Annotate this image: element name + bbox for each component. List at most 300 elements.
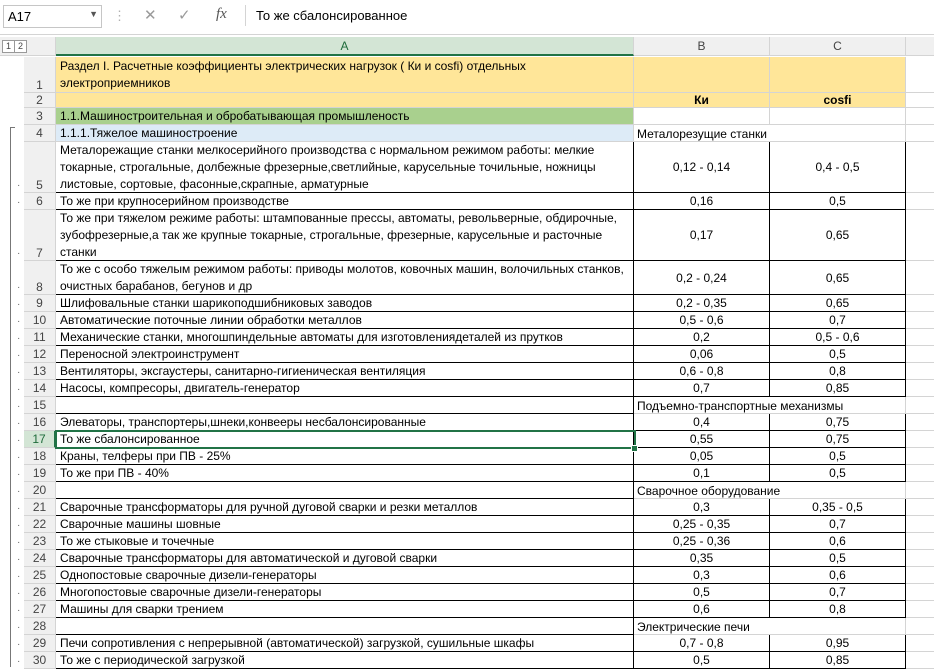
table-row <box>0 57 934 93</box>
cell-c-10[interactable] <box>770 312 906 329</box>
cell-d-13[interactable] <box>906 363 934 380</box>
cell-d-15[interactable] <box>906 397 934 414</box>
row-header[interactable]: 30 <box>24 652 56 669</box>
cell-text: 0,5 <box>829 551 846 565</box>
row-header[interactable]: 18 <box>24 448 56 465</box>
cell-text: 0,06 <box>689 347 714 361</box>
table-row <box>0 635 934 652</box>
cell-text: То же стыковые и точечные <box>60 534 215 548</box>
row-header[interactable]: 23 <box>24 533 56 550</box>
outline-dot-icon: · <box>17 486 21 497</box>
cell-d-1[interactable] <box>906 57 934 93</box>
cell-a-13[interactable] <box>56 363 634 380</box>
cell-text: 0,6 <box>829 534 846 548</box>
cell-text: Сварочные машины шовные <box>60 517 221 531</box>
cell-text: 0,5 <box>829 449 846 463</box>
cell-d-7[interactable] <box>906 210 934 261</box>
cell-text: 0,65 <box>825 228 850 242</box>
cell-c-13[interactable] <box>770 363 906 380</box>
table-row <box>0 601 934 618</box>
table-row <box>0 380 934 397</box>
table-row <box>0 142 934 193</box>
row-header[interactable]: 4 <box>24 125 56 142</box>
cell-d-9[interactable] <box>906 295 934 312</box>
cell-c-4[interactable] <box>770 125 906 142</box>
cell-text: 0,4 - 0,5 <box>815 160 860 174</box>
table-row <box>0 567 934 584</box>
table-row <box>0 346 934 363</box>
chevron-down-icon[interactable]: ▼ <box>89 9 98 19</box>
outline-dot-icon: · <box>17 622 21 633</box>
cell-text: 0,3 <box>693 568 710 582</box>
cell-c-9[interactable] <box>770 295 906 312</box>
cell-text: Элеваторы, транспортеры,шнеки,конвееры несбалонсированные <box>60 415 426 429</box>
outline-dot-icon: · <box>17 316 21 327</box>
formula-input[interactable] <box>245 5 934 26</box>
cell-c-3[interactable] <box>770 108 906 125</box>
cell-d-27[interactable] <box>906 601 934 618</box>
cell-c-22[interactable] <box>770 516 906 533</box>
cell-c-5[interactable] <box>770 142 906 193</box>
cell-text: 0,85 <box>825 381 850 395</box>
table-row <box>0 652 934 669</box>
outline-dot-icon: · <box>17 248 21 259</box>
outline-level-2-button[interactable]: 2 <box>14 40 27 53</box>
cell-text: 0,5 - 0,6 <box>815 330 860 344</box>
cell-text: 0,65 <box>825 296 850 310</box>
cell-text: 0,2 - 0,24 <box>676 270 727 285</box>
table-row <box>0 584 934 601</box>
table-row <box>0 397 934 414</box>
cell-text: Машины для сварки трением <box>60 602 224 616</box>
cell-c-29[interactable] <box>770 635 906 652</box>
outline-dot-icon: · <box>17 656 21 667</box>
outline-dot-icon: · <box>17 520 21 531</box>
cell-text: 0,2 <box>693 330 710 344</box>
cell-a-10[interactable] <box>56 312 634 329</box>
cell-text: 0,75 <box>825 432 850 446</box>
row-header[interactable]: 24 <box>24 550 56 567</box>
row-header[interactable]: 10 <box>24 312 56 329</box>
cell-d-2[interactable] <box>906 93 934 108</box>
cell-a-26[interactable] <box>56 584 634 601</box>
cell-b-28[interactable] <box>634 618 770 635</box>
cell-text: 0,16 <box>689 194 714 208</box>
row-header[interactable]: 6 <box>24 193 56 210</box>
table-row <box>0 550 934 567</box>
cell-b-14[interactable] <box>634 380 770 397</box>
cell-a-15[interactable] <box>56 397 634 414</box>
cell-d-12[interactable] <box>906 346 934 363</box>
cell-d-11[interactable] <box>906 329 934 346</box>
outline-dot-icon: · <box>17 418 21 429</box>
outline-dot-icon: · <box>17 588 21 599</box>
cell-a-2[interactable] <box>56 93 634 108</box>
cell-b-23[interactable] <box>634 533 770 550</box>
cell-c-6[interactable] <box>770 193 906 210</box>
table-row <box>0 125 934 142</box>
table-row <box>0 193 934 210</box>
row-header[interactable]: 14 <box>24 380 56 397</box>
cell-b-11[interactable] <box>634 329 770 346</box>
cell-c-26[interactable] <box>770 584 906 601</box>
cell-text: Однопостовые сварочные дизели-генераторы <box>60 568 317 582</box>
cell-text: 0,35 - 0,5 <box>812 500 863 514</box>
row-header[interactable]: 27 <box>24 601 56 618</box>
cell-text: 0,3 <box>693 500 710 514</box>
cell-b-26[interactable] <box>634 584 770 601</box>
cell-text: Краны, телферы при ПВ - 25% <box>60 449 231 463</box>
cell-text: Сварочные трансформаторы для ручной дуговой сварки и резки металлов <box>60 500 478 514</box>
cell-b-8[interactable] <box>634 261 770 295</box>
cell-a-12[interactable] <box>56 346 634 363</box>
cell-b-19[interactable] <box>634 465 770 482</box>
row-header[interactable]: 21 <box>24 499 56 516</box>
row-header[interactable]: 19 <box>24 465 56 482</box>
cell-text: 0,65 <box>825 270 850 285</box>
row-header[interactable]: 11 <box>24 329 56 346</box>
outline-dot-icon: · <box>17 197 21 208</box>
outline-dot-icon: · <box>17 537 21 548</box>
table-row <box>0 431 934 448</box>
cell-text: 0,6 <box>693 602 710 616</box>
cell-c-21[interactable] <box>770 499 906 516</box>
cell-text: 1.1.1.Тяжелое машиностроение <box>60 126 238 140</box>
cell-d-4[interactable] <box>906 125 934 142</box>
cell-text: 0,05 <box>689 449 714 463</box>
row-header[interactable]: 8 <box>24 261 56 295</box>
cell-text: 0,35 <box>689 551 714 565</box>
row-header[interactable]: 26 <box>24 584 56 601</box>
fill-handle[interactable] <box>631 445 638 452</box>
cell-c-16[interactable] <box>770 414 906 431</box>
row-header[interactable]: 12 <box>24 346 56 363</box>
cell-d-26[interactable] <box>906 584 934 601</box>
cell-d-5[interactable] <box>906 142 934 193</box>
cell-text: 0,25 - 0,36 <box>672 534 731 548</box>
cell-text: 0,5 <box>829 466 846 480</box>
more-options-icon[interactable]: ⋮ <box>113 8 126 23</box>
cell-a-23[interactable] <box>56 533 634 550</box>
table-row <box>0 295 934 312</box>
insert-function-icon[interactable]: fx <box>216 6 227 22</box>
cell-text: 1.1.Машиностроительная и обробатывающая промышленость <box>60 109 410 123</box>
cell-b-12[interactable] <box>634 346 770 363</box>
cell-text: 0,2 - 0,35 <box>676 296 727 310</box>
cell-text: То же сбалонсированное <box>60 432 200 446</box>
cell-text: То же при крупносерийном производстве <box>60 194 289 208</box>
row-header[interactable]: 16 <box>24 414 56 431</box>
table-row <box>0 618 934 635</box>
outline-dot-icon: · <box>17 350 21 361</box>
cell-text: Шлифовальные станки шарикоподшибниковых заводов <box>60 296 373 310</box>
table-row <box>0 312 934 329</box>
cell-d-10[interactable] <box>906 312 934 329</box>
cell-d-14[interactable] <box>906 380 934 397</box>
cell-b-24[interactable] <box>634 550 770 567</box>
cell-text: 0,6 <box>829 568 846 582</box>
outline-dot-icon: · <box>17 384 21 395</box>
cell-text: 0,7 <box>829 313 846 327</box>
table-row <box>0 363 934 380</box>
cell-text: 0,85 <box>825 653 850 667</box>
cell-text: 0,7 <box>829 517 846 531</box>
cell-c-20[interactable] <box>770 482 906 499</box>
cell-a-16[interactable] <box>56 414 634 431</box>
row-header[interactable]: 3 <box>24 108 56 125</box>
row-header[interactable]: 5 <box>24 142 56 193</box>
cell-text: 0,1 <box>693 466 710 480</box>
row-header[interactable]: 1 <box>24 57 56 93</box>
row-header[interactable]: 2 <box>24 93 56 108</box>
table-row <box>0 465 934 482</box>
outline-dot-icon: · <box>17 299 21 310</box>
cell-text: 0,7 <box>693 381 710 395</box>
cell-d-16[interactable] <box>906 414 934 431</box>
outline-dot-icon: · <box>17 367 21 378</box>
column-header-a[interactable]: A <box>56 37 634 56</box>
cell-c-27[interactable] <box>770 601 906 618</box>
cell-text: 0,6 - 0,8 <box>679 364 724 378</box>
cell-c-8[interactable] <box>770 261 906 295</box>
cell-text: Раздел I. Расчетные коэффициенты электрических нагрузок ( Ки и cosfi) отдельных электроприемников <box>60 59 526 90</box>
cell-text: 0,95 <box>825 636 850 650</box>
cell-c-18[interactable] <box>770 448 906 465</box>
cell-a-28[interactable] <box>56 618 634 635</box>
cell-c-1[interactable] <box>770 57 906 93</box>
cell-b-2[interactable] <box>634 93 770 108</box>
cell-a-18[interactable] <box>56 448 634 465</box>
cell-d-25[interactable] <box>906 567 934 584</box>
cell-text: Сварочные трансформаторы для автоматической и дуговой сварки <box>60 551 438 565</box>
cell-text: 0,5 <box>693 653 710 667</box>
cell-a-20[interactable] <box>56 482 634 499</box>
column-header-c[interactable]: C <box>770 37 906 56</box>
cell-text: 0,55 <box>689 432 714 446</box>
row-header[interactable]: 13 <box>24 363 56 380</box>
cell-text: Насосы, компресоры, двигатель-генератор <box>60 381 300 395</box>
cell-c-11[interactable] <box>770 329 906 346</box>
cancel-icon[interactable]: ✕ <box>144 7 157 24</box>
cell-text: Ки <box>694 93 709 107</box>
cell-text: 0,75 <box>825 415 850 429</box>
cell-b-9[interactable] <box>634 295 770 312</box>
name-box[interactable] <box>3 5 102 28</box>
cell-b-7[interactable] <box>634 210 770 261</box>
cell-d-17[interactable] <box>906 431 934 448</box>
cell-d-20[interactable] <box>906 482 934 499</box>
cell-a-6[interactable] <box>56 193 634 210</box>
cell-text: 0,5 - 0,6 <box>679 313 724 327</box>
row-header[interactable]: 9 <box>24 295 56 312</box>
outline-dot-icon: · <box>17 469 21 480</box>
cell-a-14[interactable] <box>56 380 634 397</box>
column-header-b[interactable]: B <box>634 37 770 56</box>
cell-b-1[interactable] <box>634 57 770 93</box>
cell-text: Сварочное оборудование <box>637 484 781 498</box>
formula-text: То же сбалонсированное <box>256 8 408 23</box>
cell-b-25[interactable] <box>634 567 770 584</box>
cell-b-6[interactable] <box>634 193 770 210</box>
cell-text: То же с особо тяжелым режимом работы: приводы молотов, ковочных машин, волочильных станков, очистных барабанов, бегунов и др <box>60 262 624 293</box>
cell-a-3[interactable] <box>56 108 634 125</box>
cell-b-27[interactable] <box>634 601 770 618</box>
cell-d-28[interactable] <box>906 618 934 635</box>
cell-a-11[interactable] <box>56 329 634 346</box>
enter-icon[interactable]: ✓ <box>178 7 191 24</box>
cell-a-4[interactable] <box>56 125 634 142</box>
cell-b-22[interactable] <box>634 516 770 533</box>
cell-text: 0,8 <box>829 364 846 378</box>
cell-text: Многопостовые сварочные дизели-генераторы <box>60 585 322 599</box>
cell-d-24[interactable] <box>906 550 934 567</box>
outline-dot-icon: · <box>17 571 21 582</box>
table-row <box>0 329 934 346</box>
cell-d-6[interactable] <box>906 193 934 210</box>
cell-a-1[interactable] <box>56 57 634 93</box>
cell-text: 0,17 <box>689 228 714 242</box>
table-row <box>0 533 934 550</box>
cell-text: Вентиляторы, эксгаустеры, санитарно-гигиеническая вентиляция <box>60 364 426 378</box>
row-header[interactable]: 20 <box>24 482 56 499</box>
cell-c-12[interactable] <box>770 346 906 363</box>
outline-dot-icon: · <box>17 605 21 616</box>
cell-text: То же при ПВ - 40% <box>60 466 169 480</box>
column-header-d[interactable] <box>906 37 934 56</box>
table-row <box>0 499 934 516</box>
cell-text: 0,7 - 0,8 <box>679 636 724 650</box>
cell-a-29[interactable] <box>56 635 634 652</box>
outline-dot-icon: · <box>17 503 21 514</box>
cell-d-21[interactable] <box>906 499 934 516</box>
outline-dot-icon: · <box>17 282 21 293</box>
cell-a-5[interactable] <box>56 142 634 193</box>
cell-b-20[interactable] <box>634 482 781 499</box>
cell-text: cosfi <box>823 93 852 107</box>
cell-c-23[interactable] <box>770 533 906 550</box>
cell-b-5[interactable] <box>634 142 770 193</box>
table-row <box>0 448 934 465</box>
outline-level-1-button[interactable]: 1 <box>2 40 15 53</box>
cell-text: Механические станки, многошпиндельные автоматы для изготовлениядеталей из прутков <box>60 330 563 344</box>
cell-b-29[interactable] <box>634 635 770 652</box>
cell-d-19[interactable] <box>906 465 934 482</box>
cell-c-24[interactable] <box>770 550 906 567</box>
row-header[interactable]: 29 <box>24 635 56 652</box>
row-header[interactable]: 17 <box>24 431 56 448</box>
cell-b-15[interactable] <box>634 397 844 414</box>
cell-a-17[interactable] <box>56 431 634 448</box>
cell-d-18[interactable] <box>906 448 934 465</box>
cell-text: Металорежащие станки мелкосерийного производства с нормальном режимом работы: мелкие токарные, строгальные, долбежные фрезерные,светлийные, карусельные точильные, ножницы листовые, сортовые, фасонные,скрапные, арматурные <box>60 143 596 191</box>
outline-dot-icon: · <box>17 180 21 191</box>
cell-b-13[interactable] <box>634 363 770 380</box>
cell-b-21[interactable] <box>634 499 770 516</box>
name-box-value: A17 <box>8 9 32 24</box>
cell-b-30[interactable] <box>634 652 770 669</box>
cell-a-22[interactable] <box>56 516 634 533</box>
outline-dot-icon: · <box>17 452 21 463</box>
cell-text: 0,25 - 0,35 <box>672 517 731 531</box>
cell-a-7[interactable] <box>56 210 634 261</box>
cell-b-16[interactable] <box>634 414 770 431</box>
cell-text: То же с периодической загрузкой <box>60 653 245 667</box>
cell-c-17[interactable] <box>770 431 906 448</box>
cell-a-19[interactable] <box>56 465 634 482</box>
cell-d-22[interactable] <box>906 516 934 533</box>
cell-d-8[interactable] <box>906 261 934 295</box>
outline-dot-icon: · <box>17 333 21 344</box>
cell-c-19[interactable] <box>770 465 906 482</box>
cell-text: Автоматические поточные линии обработки металлов <box>60 313 362 327</box>
cell-text: Электрические печи <box>637 620 750 634</box>
cell-d-29[interactable] <box>906 635 934 652</box>
cell-text: 0,5 <box>829 347 846 361</box>
cell-text: Подъемно-транспортные механизмы <box>637 399 844 413</box>
table-row <box>0 414 934 431</box>
cell-c-7[interactable] <box>770 210 906 261</box>
cell-c-30[interactable] <box>770 652 906 669</box>
cell-text: 0,4 <box>693 415 710 429</box>
cell-a-8[interactable] <box>56 261 634 295</box>
row-header[interactable]: 7 <box>24 210 56 261</box>
cell-c-25[interactable] <box>770 567 906 584</box>
table-row <box>0 210 934 261</box>
formula-bar <box>0 0 934 35</box>
table-row <box>0 516 934 533</box>
cell-d-3[interactable] <box>906 108 934 125</box>
table-row <box>0 261 934 295</box>
cell-text: Металорезущие станки <box>637 127 767 141</box>
cell-d-30[interactable] <box>906 652 934 669</box>
cell-c-2[interactable] <box>770 93 906 108</box>
cell-d-23[interactable] <box>906 533 934 550</box>
cell-text: 0,12 - 0,14 <box>672 160 731 174</box>
table-row <box>0 93 934 108</box>
row-header[interactable]: 28 <box>24 618 56 635</box>
cell-b-3[interactable] <box>634 108 770 125</box>
cell-a-24[interactable] <box>56 550 634 567</box>
cell-a-27[interactable] <box>56 601 634 618</box>
row-header[interactable]: 15 <box>24 397 56 414</box>
cell-a-25[interactable] <box>56 567 634 584</box>
cell-text: Переносной электроинструмент <box>60 347 240 361</box>
cell-a-30[interactable] <box>56 652 634 669</box>
cell-text: 0,5 <box>829 194 846 208</box>
table-row <box>0 482 934 499</box>
row-header[interactable]: 25 <box>24 567 56 584</box>
cell-a-9[interactable] <box>56 295 634 312</box>
cell-c-14[interactable] <box>770 380 906 397</box>
cell-text: Печи сопротивления с непрерывной (автоматической) загрузкой, сушильные шкафы <box>60 636 535 650</box>
cell-text: 0,5 <box>693 585 710 599</box>
outline-dot-icon: · <box>17 639 21 650</box>
cell-text: 0,7 <box>829 585 846 599</box>
cell-a-21[interactable] <box>56 499 634 516</box>
outline-dot-icon: · <box>17 435 21 446</box>
cell-b-18[interactable] <box>634 448 770 465</box>
cell-c-28[interactable] <box>770 618 906 635</box>
outline-dot-icon: · <box>17 554 21 565</box>
cell-b-4[interactable] <box>634 125 770 142</box>
cell-b-17[interactable] <box>634 431 770 448</box>
outline-dot-icon: · <box>17 401 21 412</box>
row-header[interactable]: 22 <box>24 516 56 533</box>
cell-text: 0,8 <box>829 602 846 616</box>
table-row <box>0 108 934 125</box>
cell-text: То же при тяжелом режиме работы: штампованные прессы, автоматы, револьверные, обдирочные, зубофрезерные,а так же крупные токарные, строгальные, фрезерные, карусельные и расточные станки <box>60 211 617 259</box>
cell-b-10[interactable] <box>634 312 770 329</box>
